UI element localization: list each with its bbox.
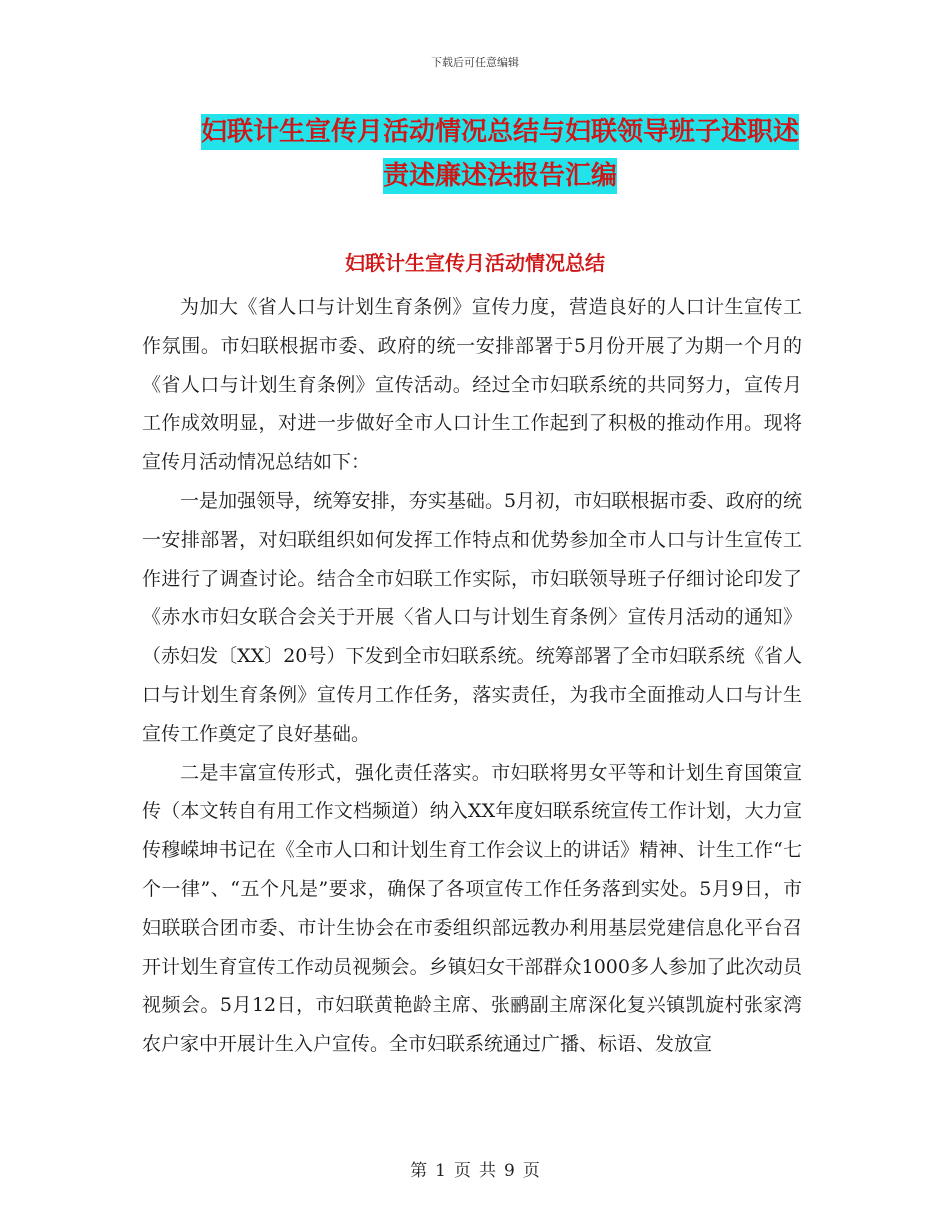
page-footer	[0, 1156, 950, 1181]
paragraph-point-1: 一是加强领导，统筹安排，夯实基础。5月初，市妇联根据市委、政府的统一安排部署，对妇联组织如何发挥工作特点和优势参加全市人口与计生宣传工作进行了调查讨论。结合全市妇联工作实际，市妇联领导班子仔细讨论印发了《赤水市妇女联合会关于开展〈省人口与计划生育条例〉宣传月活动的通知》（赤妇发〔XX〕20号）下发到全市妇联系统。统筹部署了全市妇联系统《省人口与计划生育条例》宣传月工作任务，落实责任，为我市全面推动人口与计生宣传工作奠定了良好基础。	[142, 489, 802, 745]
footer-ye2: 页	[522, 1161, 540, 1181]
footer-gong: 共	[479, 1161, 496, 1181]
footer-di: 第	[410, 1161, 428, 1181]
footer-ye: 页	[454, 1161, 471, 1181]
section-title: 妇联计生宣传月活动情况总结	[345, 251, 605, 275]
title-line-1: 妇联计生宣传月活动情况总结与妇联领导班子述职述	[201, 114, 799, 150]
page-total: 9	[504, 1161, 515, 1181]
title-line-2: 责述廉述法报告汇编	[383, 158, 617, 194]
paragraph-point-2: 二是丰富宣传形式，强化责任落实。市妇联将男女平等和计划生育国策宣传（本文转自有用工作文档频道）纳入XX年度妇联系统宣传工作计划，大力宣传穆嵘坤书记在《全市人口和计划生育工作会议上的讲话》精神、计生工作“七个一律”、“五个凡是”要求，确保了各项宣传工作任务落到实处。5月9日，市妇联联合团市委、市计生协会在市委组织部远教办利用基层党建信息化平台召开计划生育宣传工作动员视频会。乡镇妇女干部群众1000多人参加了此次动员视频会。5月12日，市妇联黄艳龄主席、张鹂副主席深化复兴镇凯旋村张家湾农户家中开展计生入户宣传。全市妇联系统通过广播、标语、发放宣	[142, 761, 802, 1056]
document-title	[150, 110, 850, 198]
page-number: 1	[435, 1161, 446, 1181]
page-header-note: 下载后可任意编辑	[431, 56, 519, 69]
document-body	[142, 288, 802, 1064]
paragraph-intro: 为加大《省人口与计划生育条例》宣传力度，营造良好的人口计生宣传工作氛围。市妇联根据市委、政府的统一安排部署于5月份开展了为期一个月的《省人口与计划生育条例》宣传活动。经过全市妇联系统的共同努力，宣传月工作成效明显，对进一步做好全市人口计生工作起到了积极的推动作用。现将宣传月活动情况总结如下：	[142, 296, 802, 474]
